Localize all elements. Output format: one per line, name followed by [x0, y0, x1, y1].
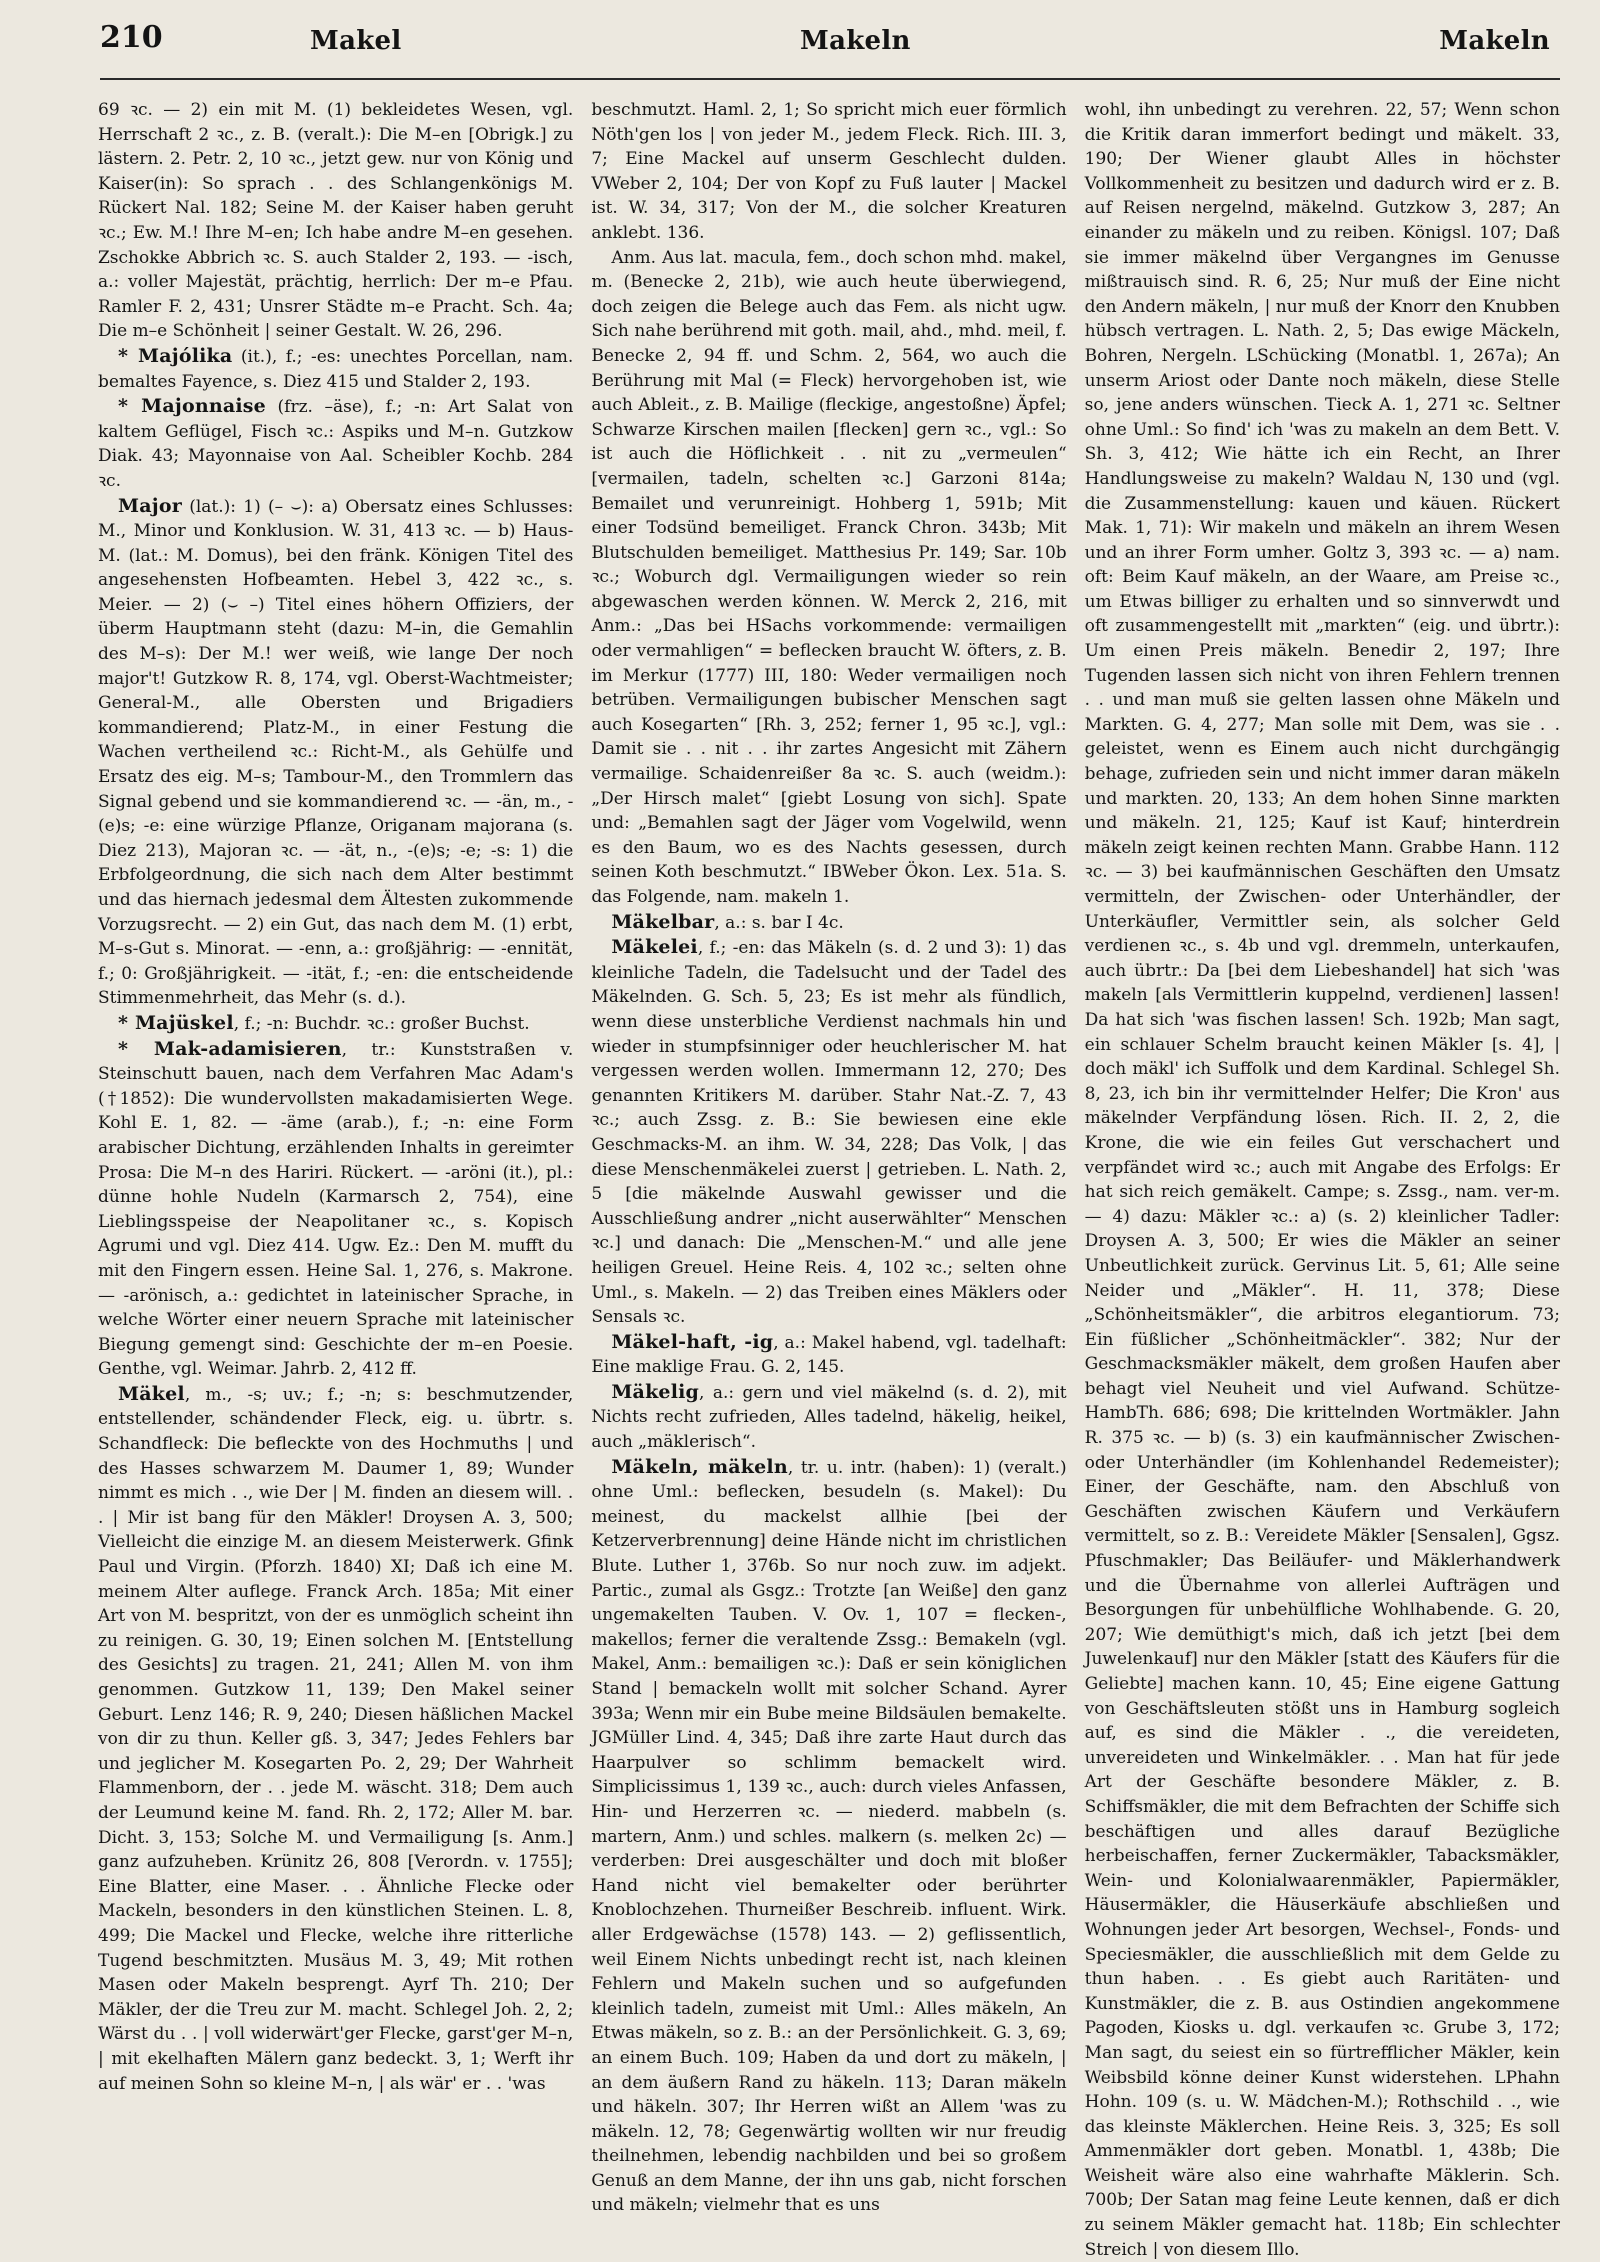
entry-text: , a.: Makel habend, vgl. tadelhaft: Eine maklige Frau. G. 2, 145.: [591, 1332, 1067, 1378]
continued-paragraph: wohl, ihn unbedingt zu verehren. 22, 57; Wenn schon die Kritik daran immerfort bedingt und mäkelt. 33, 190; Der Wiener glaubt Alles in höchster Vollkommenheit zu besitzen und dadurch wird er z. B. auf Reisen nergelnd, mäkelnd. Gutzkow 3, 287; An einander zu mäkeln und zu reiben. Königsl. 107; Daß sie immer mäkelnd über Vergangnes im Genusse mißtrauisch sind. R. 6, 25; Nur muß der Eine nicht den Andern mäkeln, | nur muß der Knorr den Knubben hübsch vertragen. L. Nath. 2, 5; Das ewige Mäckeln, Bohren, Nergeln. LSchücking (Monatbl. 1, 267a); An unserm Ariost oder Dante noch mäkeln, diese Stelle so, jene anders wünschen. Tieck A. 1, 271 ꝛc. Seltner ohne Uml.: So find' ich 'was zu makeln an dem Bett. V. Sh. 3, 412; Wie hätte ich ein Recht, an Ihrer Handlungsweise zu makeln? Waldau N, 130 und (vgl. die Zusammenstellung: kauen und käuen. Rückert Mak. 1, 71): Wir makeln und mäkeln an ihrem Wesen und an ihrer Form umher. Goltz 3, 393 ꝛc. — a) nam. oft: Beim Kauf mäkeln, an der Waare, am Preise ꝛc., um Etwas billiger zu erhalten und so sinnverwdt und oft zusammengestellt mit „markten“ (eig. und übrtr.): Um einen Preis mäkeln. Benedir 2, 197; Ihre Tugenden lassen sich nicht von ihren Fehlern trennen . . und man muß sie gelten lassen ohne Mäkeln und Markten. G. 4, 277; Man solle mit Dem, was sie . . geleistet, wenn es Einem auch nicht durchgängig behage, zufrieden sein und nicht immer daran mäkeln und markten. 20, 133; An dem hohen Sinne markten und mäkeln. 21, 125; Kauf ist Kauf; hinterdrein mäkeln zeigt keinen rechten Mann. Grabbe Hann. 112 ꝛc. — 3) bei kaufmännischen Geschäften den Umsatz vermitteln, der Zwischen- oder Unterhändler, der Unterkäufler, Vermittler sein, als solcher Geld verdienen ꝛc., s. 4b und vgl. dremmeln, unterkaufen, auch übrtr.: Da [bei dem Liebeshandel] hat sich 'was makeln [als Vermittlerin kuppelnd, verdienen] lassen! Da hat sich 'was fischen lassen! Sch. 192b; Man sagt, ein schlauer Schelm braucht keinen Mäkler [s. 4], | doch mäkl' ich Suffolk und dem Kardinal. Schlegel Sh. 8, 23, ich bin ihr vermittelnder Helfer; Die Kron' aus mäkelnder Verpfändung lösen. Rich. II. 2, 2, die Krone, die wie ein feiles Gut verschachert und verpfändet wird ꝛc.; auch mit Angabe des Erfolgs: Er hat sich reich gemäkelt. Campe; s. Zssg., nam. ver-m. — 4) dazu: Mäkler ꝛc.: a) (s. 2) kleinlicher Tadler: Droysen A. 3, 500; Er wies die Mäkler an seiner Unbeutlichkeit zurück. Gervinus Lit. 5, 61; Alle seine Neider und „Mäkler“. H. 11, 378; Diese „Schönheitsmäkler“, die arbitros elegantiorum. 73; Ein füßlicher „Schönheitmäckler“. 382; Nur der Geschmacksmäkler mäkelt, dem großen Haufen aber behagt viel Neuheit und viel Aufwand. Schütze-HambTh. 686; 698; Die krittelnden Wortmäkler. Jahn R. 375 ꝛc. — b) (s. 3) ein kaufmännischer Zwischen- oder Unterhändler (im Kohlenhandel Redemeister); Einer, der Geschäfte, nam. den Abschluß von Geschäften zwischen Käufern und Verkäufern vermittelt, so z. B.: Vereidete Mäkler [Sensalen], Ggsz. Pfuschmakler; Das Beiläufer- und Mäklerhandwerk und die Übernahme von allerlei Aufträgen und Besorgungen für unbehülfliche Wohlhabende. G. 20, 207; Wie demüthigt's mich, daß ich jetzt [bei dem Juwelenkauf] nur den Mäkler [statt des Käufers für die Geliebte] machen kann. 10, 45; Eine eigene Gattung von Geschäftsleuten stößt uns in Hamburg sogleich auf, es sind die Mäkler . ., die vereideten, unvereideten und Winkelmäkler. . . Man hat für jede Art der Geschäfte besondere Mäkler, z. B. Schiffsmäkler, die mit dem Befrachten der Schiffe sich beschäftigen und alles darauf Bezügliche herbeischaffen, ferner Zuckermäkler, Tabacksmäkler, Wein- und Kolonialwaarenmäkler, Papiermäkler, Häusermäkler, die Häuserkäufe abschließen und Wohnungen jeder Art besorgen, Wechsel-, Fonds- und Speciesmäkler, die ausschließlich mit dem Gelde zu thun haben. . . Es giebt auch Raritäten- und Kunstmäkler, die z. B. aus Ostindien angekommene Pagoden, Kiosks u. dgl. verkaufen ꝛc. Grube 3, 172; Man sagt, du seiest ein so fürtrefflicher Mäkler, kein Weibsbild könne deiner Kunst widerstehen. LPhahn Hohn. 109 (s. u. W. Mädchen-M.); Rothschild . ., wie das kleinste Mäklerchen. Heine Reis. 3, 325; Es soll Ammenmäkler dort geben. Monatbl. 1, 438b; Die Weisheit wäre also eine wahrhafte Mäklerin. Sch. 700b; Der Satan mag feine Leute kennen, daß er dich zu seinem Mäkler gemacht hat. 118b; Ein schlechter Streich | von diesem Illo.: [1084, 100, 1560, 2260]
dictionary-entry: [98, 1011, 573, 1037]
entry-lemma: Mäkel: [118, 1382, 185, 1405]
entry-lemma: * Majólika: [118, 344, 233, 367]
entry-lemma: Mäkel-haft, -ig: [611, 1330, 774, 1353]
dictionary-entry: [98, 344, 573, 394]
entry-lemma: * Majüskel: [118, 1011, 234, 1034]
entry-text: Anm. Aus lat. macula, fem., doch schon mhd. makel, m. (Benecke 2, 21b), wie auch heute überwiegend, doch zeigen die Belege auch das Fem. als nicht ugw. Sich nahe berührend mit goth. mail, ahd., mhd. meil, f. Benecke 2, 94 ff. und Schm. 2, 564, wo auch die Berührung mit Mal (= Fleck) hervorgehoben ist, wie auch Ableit., z. B. Mailige (fleckige, angestoßne) Äpfel; Schwarze Kirschen mailen [flecken] gern ꝛc., vgl.: So ist auch die Höflichkeit . . nit zu „vermeulen“ [vermailen, tadeln, schelten ꝛc.] Garzoni 814a; Bemailet und verunreinigt. Hohberg 1, 591b; Mit einer Todsünd bemeiliget. Franck Chron. 343b; Mit Blutschulden bemeiliget. Matthesius Pr. 149; Sar. 10b ꝛc.; Woburch dgl. Vermailigungen wieder so rein abgewaschen werden können. W. Merck 2, 216, mit Anm.: „Das bei HSachs vorkommende: vermailigen oder vermahligen“ = beflecken braucht W. öfters, z. B. im Merkur (1777) III, 180: Weder vermailigen noch betrüben. Vermailigungen bubischer Menschen sagt auch Kosegarten“ [Rh. 3, 252; ferner 1, 95 ꝛc.], vgl.: Damit sie . . nit . . ihr zartes Angesicht mit Zähern vermailige. Schaidenreißer 8a ꝛc. S. auch (weidm.): „Der Hirsch malet“ [giebt Losung von sich]. Spate und: „Bemahlen sagt der Jäger vom Vogelwild, wenn es den Baum, wo es des Nachts gesessen, durch seinen Koth beschmutzt.“ IBWeber Ökon. Lex. 51a. S. das Folgende, nam. makeln 1.: [591, 247, 1067, 907]
dictionary-entry: [98, 494, 573, 1011]
header-rule: [100, 78, 1560, 80]
entry-text: , a.: gern und viel mäkelnd (s. d. 2), mit Nichts recht zufrieden, Alles tadelnd, häkelig, heikel, auch „mäklerisch“.: [591, 1382, 1067, 1453]
column-left: [98, 98, 573, 2262]
dictionary-entry: [591, 910, 1066, 936]
column-middle: [591, 98, 1066, 2262]
running-head-left: Makel: [310, 26, 402, 56]
entry-text: , f.; -n: Buchdr. ꝛc.: großer Buchst.: [233, 1013, 530, 1034]
dictionary-entry: [591, 1330, 1066, 1380]
entry-text: (it.), f.; -es: unechtes Porcellan, nam. bemaltes Fayence, s. Diez 415 und Stalder 2, 193.: [98, 346, 574, 392]
entry-text: , tr.: Kunststraßen v. Steinschutt bauen, nach dem Verfahren Mac Adam's (†1852): Die wundervollsten makadamisierten Wege. Kohl E. 1, 82. — -äme (arab.), f.; -n: eine Form arabischer Dichtung, erzählenden Inhalts in gereimter Prosa: Die M–n des Hariri. Rückert. — -aröni (it.), pl.: dünne hohle Nudeln (Karmarsch 2, 754), eine Lieblingsspeise der Neapolitaner ꝛc., s. Kopisch Agrumi und vgl. Diez 414. Ugw. Ez.: Den M. mufft du mit den Fingern essen. Heine Sal. 1, 276, s. Makrone. — -arönisch, a.: gedichtet in lateinischer Sprache, in welche Wörter einer neuern Sprache mit lateinischer Biegung gemengt sind: Geschichte der m–en Poesie. Genthe, vgl. Weimar. Jahrb. 2, 412 ff.: [98, 1039, 574, 1380]
entry-lemma: Mäkeln, mäkeln: [611, 1455, 788, 1478]
entry-text: (lat.): 1) (– ⌣): a) Obersatz eines Schlusses: M., Minor und Konklusion. W. 31, 413 ꝛc. — b) Haus-M. (lat.: M. Domus), bei den fränk. Königen Titel des angesehensten Hofbeamten. Hebel 3, 422 ꝛc., s. Meier. — 2) (⌣ –) Titel eines höhern Offiziers, der überm Hauptmann steht (dazu: M–in, die Gemahlin des M–s): Der M.! wer weiß, wie lange Der noch major't! Gutzkow R. 8, 174, vgl. Oberst-Wachtmeister; General-M., alle Obersten und Brigadiers kommandierend; Platz-M., in einer Festung die Wachen vertheilend ꝛc.: Richt-M., als Gehülfe und Ersatz des eig. M–s; Tambour-M., den Trommlern das Signal gebend und sie kommandierend ꝛc. — -än, m., -(e)s; -e: eine würzige Pflanze, Origanam majorana (s. Diez 213), Majoran ꝛc. — -ät, n., -(e)s; -e; -s: 1) die Erbfolgeordnung, die sich nach dem Alter bestimmt und das hiernach jedesmal dem Ältesten zukommende Vorzugsrecht. — 2) ein Gut, das nach dem M. (1) erbt, M–s-Gut s. Minorat. — -enn, a.: großjährig: — -ennität, f.; 0: Großjährigkeit. — -ität, f.; -en: die entscheidende Stimmenmehrheit, das Mehr (s. d.).: [98, 496, 574, 1009]
entry-lemma: Mäkelbar: [611, 910, 715, 933]
dictionary-entry: [591, 246, 1066, 910]
entry-lemma: Major: [118, 494, 182, 517]
entry-text: (frz. –äse), f.; -n: Art Salat von kaltem Geflügel, Fisch ꝛc.: Aspiks und M–n. Gutzkow Diak. 43; Mayonnaise von Aal. Scheibler Kochb. 284 ꝛc.: [98, 397, 574, 491]
entry-lemma: Mäkelei: [611, 936, 698, 959]
entry-lemma: * Mak-adamisieren: [118, 1037, 342, 1060]
running-head-center: Makeln: [800, 26, 911, 56]
dictionary-entry: [591, 1455, 1066, 2218]
column-right: [1085, 98, 1560, 2262]
entry-lemma: Mäkelig: [611, 1380, 700, 1403]
continued-paragraph: 69 ꝛc. — 2) ein mit M. (1) bekleidetes Wesen, vgl. Herrschaft 2 ꝛc., z. B. (veralt.): Die M–en [Obrigk.] zu lästern. 2. Petr. 2, 10 ꝛc., jetzt gew. nur von König und Kaiser(in): So sprach . . des Schlangenkönigs M. Rückert Nal. 182; Seine M. der Kaiser haben geruht ꝛc.; Ew. M.! Ihre M–en; Ich habe andre M–en gesehen. Zschokke Abbrich ꝛc. S. auch Stalder 2, 193. — -isch, a.: voller Majestät, prächtig, herrlich: Der m–e Pfau. Ramler F. 2, 431; Unsrer Städte m–e Pracht. Sch. 4a; Die m–e Schönheit | seiner Gestalt. W. 26, 296.: [98, 100, 574, 342]
entry-text: , a.: s. bar I 4c.: [714, 912, 844, 933]
entry-text: , f.; -en: das Mäkeln (s. d. 2 und 3): 1) das kleinliche Tadeln, die Tadelsucht und der Tadel des Mäkelnden. G. Sch. 5, 23; Es ist mehr als fündlich, wenn diese unsterbliche Verdienst nachmals hin und wieder in stumpfsinniger oder heuchlerischer M. hat vergessen werden wollen. Immermann 12, 270; Des genannten Kritikers M. darüber. Stahr Nat.-Z. 7, 43 ꝛc.; auch Zssg. z. B.: Sie bewiesen eine ekle Geschmacks-M. an ihm. W. 34, 228; Das Volk, | das diese Menschenmäkelei zuerst | getrieben. L. Nath. 2, 5 [die mäkelnde Auswahl gewisser und die Ausschließung andrer „nicht auserwählter“ Menschen ꝛc.] und danach: Die „Menschen-M.“ und alle jene heiligen Greuel. Heine Reis. 4, 102 ꝛc.; selten ohne Uml., s. Makeln. — 2) das Treiben eines Mäklers oder Sensals ꝛc.: [591, 938, 1067, 1328]
entry-lemma: * Majonnaise: [118, 395, 266, 418]
continued-paragraph: beschmutzt. Haml. 2, 1; So spricht mich euer förmlich Nöth'gen los | von jeder M., jedem Fleck. Rich. III. 3, 7; Eine Mackel auf unserm Geschlecht dulden. VWeber 2, 104; Der von Kopf zu Fuß lauter | Mackel ist. W. 34, 317; Von der M., die solcher Kreaturen anklebt. 136.: [591, 100, 1067, 243]
page-number: 210: [100, 20, 163, 55]
dictionary-entry: [591, 935, 1066, 1330]
dictionary-entry: [98, 394, 573, 493]
dictionary-entry: [98, 1037, 573, 1382]
dictionary-entry: [98, 1382, 573, 2096]
page-header: [100, 14, 1560, 72]
running-head-right: Makeln: [1439, 26, 1550, 56]
entry-text: , m., -s; uv.; f.; -n; s: beschmutzender, entstellender, schändender Fleck, eig. u. übrtr. s. Schandfleck: Die befleckte von des Hochmuths | und des Hasses schwarzem M. Daumer 1, 89; Wunder nimmt es mich . ., wie Der | M. finden an diesem will. . . | Mir ist bang für den Mäkler! Droysen A. 3, 500; Vielleicht die einzige M. an diesem Meisterwerk. Gfink Paul und Virgin. (Pforzh. 1840) XI; Daß ich eine M. meinem Alter auflege. Franck Arch. 185a; Mit einer Art von M. bespritzt, von der es unmöglich scheint ihn zu reinigen. G. 30, 19; Einen solchen M. [Entstellung des Gesichts] zu tragen. 21, 241; Allen M. von ihm genommen. Gutzkow 11, 139; Den Makel seiner Geburt. Lenz 146; R. 9, 240; Diesen häßlichen Mackel von dir zu thun. Keller gß. 3, 347; Jedes Fehlers bar und jeglicher M. Kosegarten Po. 2, 29; Der Wahrheit Flammenborn, der . . jede M. wäscht. 318; Dem auch der Leumund keine M. fand. Rh. 2, 172; Aller M. bar. Dicht. 3, 153; Solche M. und Vermailigung [s. Anm.] ganz aufzuheben. Krünitz 26, 808 [Verordn. v. 1755]; Eine Blatter, eine Maser. . . Ähnliche Flecke oder Mackeln, besonders in den künstlichen Steinen. L. 8, 499; Die Mackel und Flecke, welche ihre ritterliche Tugend beschmitzten. Musäus M. 3, 49; Mit rothen Masen oder Makeln besprengt. Ayrf Th. 210; Der Mäkler, der die Treu zur M. macht. Schlegel Joh. 2, 2; Wärst du . . | voll widerwärt'ger Flecke, garst'ger M–n, | mit ekelhaften Mälern ganz bedeckt. 3, 1; Werft ihr auf meinen Sohn so kleine M–n, | als wär' er . . 'was: [98, 1384, 574, 2094]
text-columns: [98, 98, 1560, 2260]
dictionary-entry: [591, 1380, 1066, 1455]
entry-text: , tr. u. intr. (haben): 1) (veralt.) ohne Uml.: beflecken, besudeln (s. Makel): Du meinest, du mackelst allhie [bei der Ketzerverbrennung] deine Hände nicht im christlichen Blute. Luther 1, 376b. So nur noch zuw. im adjekt. Partic., zumal als Gsgz.: Trotzte [an Weiße] den ganz ungemakelten Tauben. V. Ov. 1, 107 = flecken-, makellos; ferner die veraltende Zssg.: Bemakeln (vgl. Makel, Anm.: bemailigen ꝛc.): Daß er sein königlichen Stand | bemackeln wollt mit solcher Schand. Ayrer 393a; Wenn mir ein Bube meine Bildsäulen bemakelte. JGMüller Lind. 4, 345; Daß ihre zarte Haut durch das Haarpulver so schlimm bemackelt wird. Simplicissimus 1, 139 ꝛc., auch: durch vieles Anfassen, Hin- und Herzerren ꝛc. — niederd. mabbeln (s. martern, Anm.) und schles. malkern (s. melken 2c) — verderben: Drei ausgeschälter und doch mit bloßer Hand nicht viel bemakelter oder berührter Knoblochzehen. Thurneißer Beschreib. influent. Wirk. aller Erdgewächse (1578) 143. — 2) geflissentlich, weil Einem Nichts unbedingt recht ist, nach kleinen Fehlern und Makeln suchen und so aufgefunden kleinlich tadeln, zumeist mit Uml.: Alles mäkeln, An Etwas mäkeln, so z. B.: an der Persönlichkeit. G. 3, 69; an einem Buch. 109; Haben da und dort zu mäkeln, | an dem äußern Rand zu häkeln. 113; Daran mäkeln und häkeln. 307; Ihr Herren wißt an Allem 'was zu mäkeln. 12, 78; Gegenwärtig wollten wir nur freudig theilnehmen, lebendig nachbilden und bei so großem Genuß an dem Manne, der ihn uns gab, nicht forschen und mäkeln; vielmehr that es uns: [591, 1457, 1067, 2216]
